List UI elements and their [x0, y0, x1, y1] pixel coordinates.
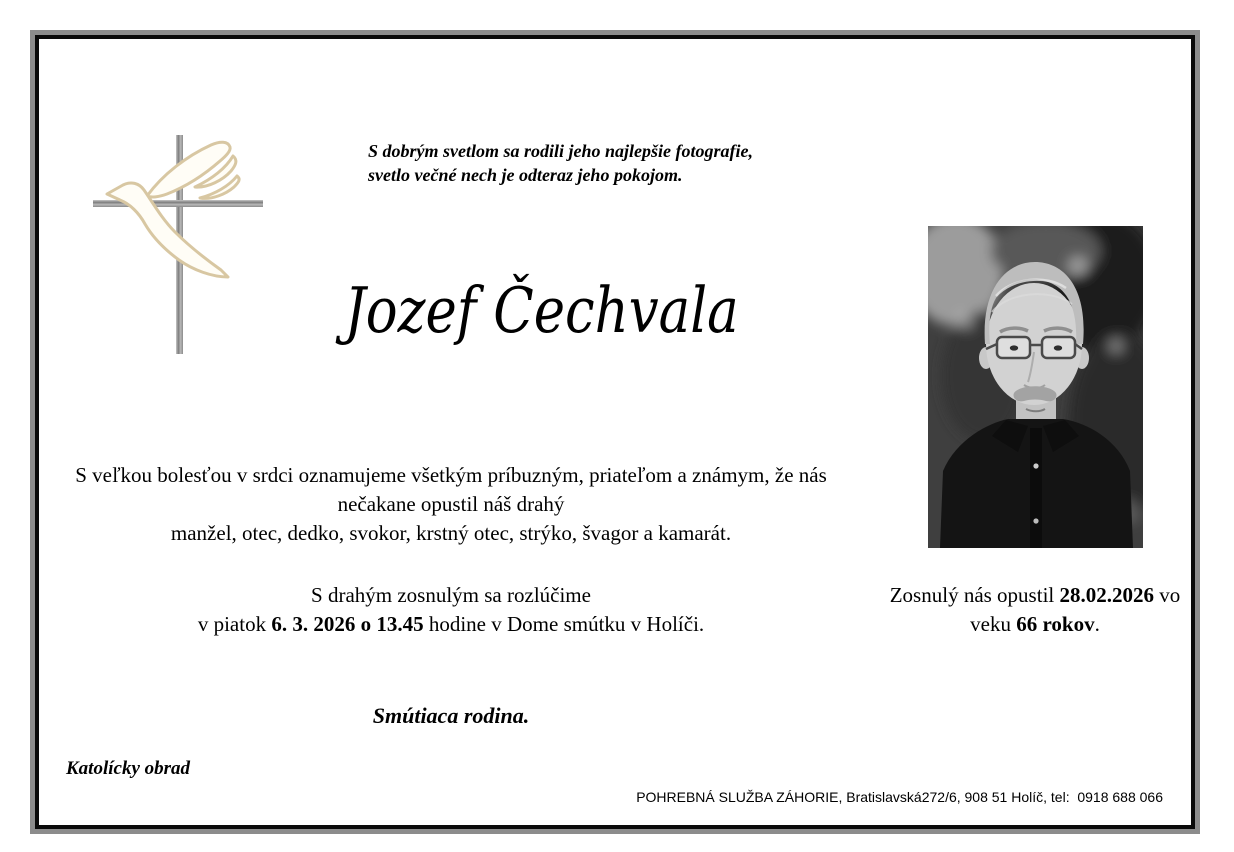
passing-line1-prefix: Zosnulý nás opustil	[889, 583, 1060, 607]
obituary-card	[35, 35, 1195, 829]
announcement-line3: manžel, otec, dedko, svokor, krstný otec, strýko, švagor a kamarát.	[170, 521, 732, 545]
passing-note	[880, 581, 1190, 639]
funeral-line1: S drahým zosnulým sa rozlúčime	[311, 583, 591, 607]
funeral-datetime: 6. 3. 2026 o 13.45	[271, 612, 424, 636]
deceased-name: Jozef Čechvala	[344, 274, 740, 347]
epigraph-line2: svetlo večné nech je odteraz jeho pokojom.	[368, 165, 683, 185]
mourning-family: Smútiaca rodina.	[372, 703, 530, 728]
passing-line1	[880, 581, 1190, 610]
funeral-service-contact: POHREBNÁ SLUŽBA ZÁHORIE, Bratislavská272/6, 908 51 Holíč, tel: 0918 688 066	[636, 789, 1163, 805]
passing-line1-suffix: vo	[1154, 583, 1181, 607]
card-content	[39, 39, 1191, 825]
passing-line2	[880, 610, 1190, 639]
epigraph	[368, 139, 753, 187]
passing-line2-suffix: .	[1094, 612, 1100, 636]
announcement-line2: nečakane opustil náš drahý	[337, 492, 565, 516]
dove-icon	[107, 142, 239, 277]
rite-label: Katolícky obrad	[66, 758, 191, 779]
passing-line2-prefix: veku	[970, 612, 1017, 636]
funeral-line2-prefix: v piatok	[197, 612, 272, 636]
death-age: 66 rokov	[1016, 612, 1095, 636]
deceased-name-block	[242, 276, 842, 345]
announcement	[56, 461, 846, 548]
portrait-photo	[928, 226, 1143, 548]
funeral-line2-suffix: hodine v Dome smútku v Holíči.	[423, 612, 705, 636]
announcement-line1: S veľkou bolesťou v srdci oznamujeme všetkým príbuzným, priateľom a známym, že nás	[75, 463, 827, 487]
funeral-details	[56, 581, 846, 639]
funeral-line2	[56, 610, 846, 639]
epigraph-line1: S dobrým svetlom sa rodili jeho najlepšie fotografie,	[368, 141, 753, 161]
death-date: 28.02.2026	[1059, 583, 1154, 607]
